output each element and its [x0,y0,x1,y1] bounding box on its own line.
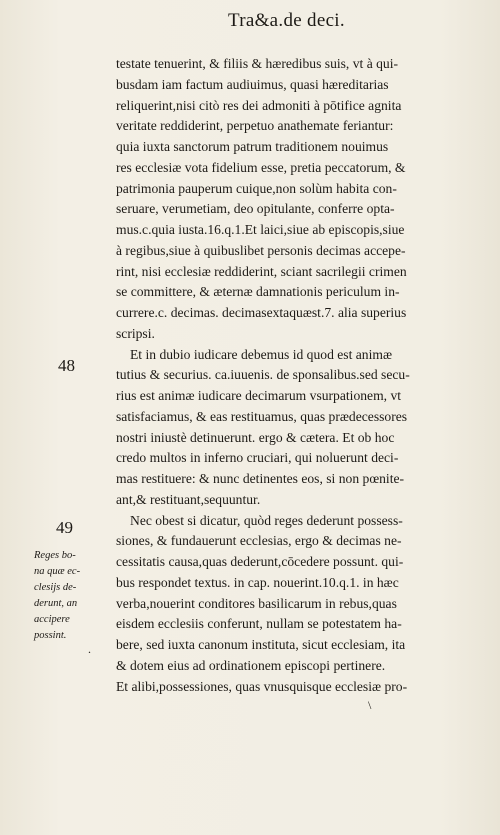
body-line: Et alibi,possessiones, quas vnusquisque ecclesiæ pro- [116,678,408,694]
body-line: cessitatis causa,quas dederunt,cōcedere possunt. qui- [116,554,404,569]
body-line: ant,& restituant,sequuntur. [116,491,261,507]
body-line: credo multos in inferno cruciari, qui noluerunt deci- [116,450,399,466]
body-line: bere, sed iuxta canonum instituta, sicut ecclesiam, ita [116,637,406,652]
body-line: testate tenuerint, & filiis & hæredibus suis, vt à qui- [116,56,399,71]
running-head: Tra&a.de deci. [228,10,345,31]
body-text [116,54,486,697]
paragraph-start-line: Nec obest si dicatur, quòd reges dederunt possess- [130,512,403,528]
marginal-note-line: accipere [34,614,70,626]
body-line: & dotem eius ad ordinationem episcopi pertinere. [116,657,386,673]
body-line: bus respondet textus. in cap. nouerint.10.q.1. in hæc [116,574,399,590]
body-line: satisfaciamus, & eas restituamus, quas prædecessores [116,408,408,424]
body-line: rius est animæ iudicare decimarum vsurpationem, vt [116,388,402,403]
marginal-note-line: derunt, an [34,598,78,610]
body-line: mus.c.quia iusta.16.q.1.Et laici,siue ab episcopis,siue [116,222,405,237]
body-line: se committere, & æternæ damnationis periculum in- [116,284,400,300]
body-line: scripsi. [116,325,155,341]
body-line: à regibus,siue à quibuslibet personis decimas accepe- [116,242,406,258]
marginal-note-line: na quæ ec- [34,566,81,578]
marginal-note-line: Reges bo- [34,550,76,561]
marginal-note-line: possint. [34,630,67,642]
body-line: quia iuxta sanctorum patrum traditionem nouimus [116,139,389,154]
body-line: res ecclesiæ vota fidelium esse, pretia peccatorum, & [116,159,406,175]
body-line: busdam iam factum audiuimus, quasi hæreditarias [116,76,389,92]
marginal-note [34,548,94,645]
body-line: currere.c. decimas. decimasextaquæst.7. alia superius [116,305,407,320]
body-line: veritate reddiderint, perpetuo anathemate feriantur: [116,118,394,134]
marginal-note-line: clesijs de- [34,582,77,594]
body-line: siones, & fundauerunt ecclesias, ergo & decimas ne- [116,533,402,549]
body-line: verba,nouerint conditores basilicarum in rebus,quas [116,595,397,611]
margin-number-48: 48 [58,356,75,375]
paragraph-start-line: Et in dubio iudicare debemus id quod est animæ [130,346,393,362]
margin-number-49: 49 [56,518,73,537]
body-line: mas restituere: & nunc detinentes eos, si non pœnite- [116,471,405,486]
body-line: rint, nisi ecclesiæ reddiderint, sciant sacrilegii crimen [116,263,407,279]
body-line: seruare, verumetiam, deo opitulante, conferre opta- [116,201,395,217]
body-line: reliquerint,nisi citò res dei admoniti à pōtifice agnita [116,97,402,113]
body-line: nostri iniustè detinuerunt. ergo & cætera. Et ob hoc [116,429,395,445]
catchword-mark: \ [368,698,372,712]
margin-dot: . [88,642,91,656]
body-line: eisdem ecclesiis conferunt, nullam se potestatem ha- [116,616,402,632]
body-line: patrimonia pauperum cuique,non solùm habita con- [116,180,397,196]
body-line: tutius & securius. ca.iuuenis. de sponsalibus.sed secu- [116,367,410,383]
